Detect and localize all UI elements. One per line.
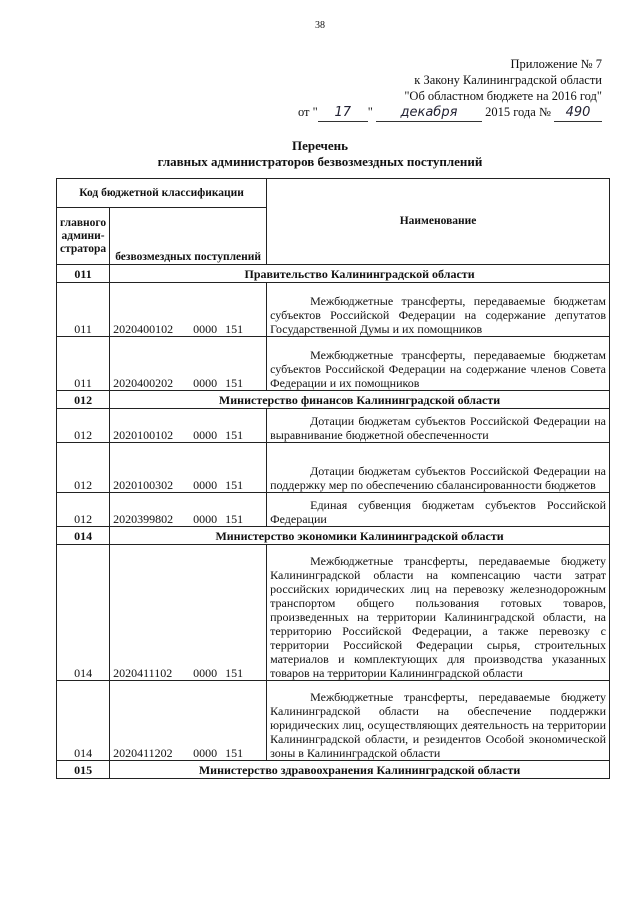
item-name	[267, 337, 610, 391]
appendix-line3: "Об областном бюджете на 2016 год"	[404, 89, 602, 103]
code-part1: 2020411202	[113, 746, 173, 760]
date-year: 2015 года №	[485, 105, 551, 119]
item-text: Дотации бюджетам субъектов Российской Федерации на поддержку мер по обеспечению сбалансированности бюджетов	[270, 464, 606, 492]
table-row	[57, 283, 610, 337]
admin-code: 012	[57, 493, 110, 527]
item-name	[267, 493, 610, 527]
admin-code: 014	[57, 545, 110, 681]
date-mid: "	[367, 105, 373, 119]
appendix-date-line	[298, 104, 602, 122]
page-number: 38	[315, 20, 325, 31]
header-code-group: Код бюджетной классификации	[57, 179, 267, 208]
table-row	[57, 337, 610, 391]
code-part3: 151	[225, 322, 244, 336]
document-title	[0, 138, 640, 170]
law-number: 490	[554, 105, 602, 122]
section-code: 015	[57, 761, 110, 779]
section-code: 011	[57, 265, 110, 283]
code-part1: 2020399802	[113, 512, 174, 526]
header-admin: главного админи-стратора	[57, 208, 110, 265]
section-row	[57, 265, 610, 283]
table-row	[57, 681, 610, 761]
appendix-block	[298, 56, 602, 122]
section-name: Министерство экономики Калининградской области	[110, 527, 610, 545]
item-text: Межбюджетные трансферты, передаваемые бюджетам субъектов Российской Федерации на содержание депутатов Государственной Думы и их помощников	[270, 294, 606, 336]
section-name: Правительство Калининградской области	[110, 265, 610, 283]
section-row	[57, 761, 610, 779]
item-name	[267, 283, 610, 337]
code-part1: 2020100102	[113, 428, 174, 442]
code-part2: 0000	[193, 478, 218, 492]
receipt-code	[110, 443, 267, 493]
code-part2: 0000	[193, 512, 218, 526]
admin-code: 012	[57, 443, 110, 493]
item-text: Межбюджетные трансферты, передаваемые бюджету Калининградской области на обеспечение поддержки юридических лиц, осуществляющих деятельность на территории Калининградской области, и резидентов Особой экономической зоны в Калининградской области	[270, 690, 606, 760]
item-text: Межбюджетные трансферты, передаваемые бюджету Калининградской области на компенсацию части затрат российских юридических лиц на перевозку железнодорожным транспортом общего пользования готовых товаров, произведенных на территории Калининградской области, на территорию Российской Федерации, а также перевозку с территории Российской Федерации сырья, строительных материалов и комплектующих для производства указанных товаров на территории Калининградской области	[270, 554, 606, 680]
item-text: Единая субвенция бюджетам субъектов Российской Федерации	[270, 498, 606, 526]
item-name	[267, 409, 610, 443]
code-part3: 151	[225, 746, 244, 760]
code-part2: 0000	[193, 428, 218, 442]
code-part2: 0000	[193, 376, 218, 390]
code-part2: 0000	[193, 666, 218, 680]
section-name: Министерство здравоохранения Калининградской области	[110, 761, 610, 779]
item-name	[267, 545, 610, 681]
item-text: Дотации бюджетам субъектов Российской Федерации на выравнивание бюджетной обеспеченности	[270, 414, 606, 442]
item-text: Межбюджетные трансферты, передаваемые бюджетам субъектов Российской Федерации на содержание членов Совета Федерации и их помощников	[270, 348, 606, 390]
section-name: Министерство финансов Калининградской области	[110, 391, 610, 409]
header-receipts: безвозмездных поступлений	[110, 208, 267, 265]
code-part2: 0000	[193, 322, 218, 336]
date-day: 17	[318, 105, 368, 122]
table-row	[57, 409, 610, 443]
receipt-code	[110, 681, 267, 761]
date-prefix: от "	[297, 105, 318, 119]
code-part1: 2020400102	[113, 322, 174, 336]
code-part3: 151	[225, 512, 244, 526]
admin-code: 014	[57, 681, 110, 761]
code-part3: 151	[225, 478, 244, 492]
code-part3: 151	[225, 428, 244, 442]
section-row	[57, 391, 610, 409]
receipt-code	[110, 337, 267, 391]
admin-code: 012	[57, 409, 110, 443]
section-code: 014	[57, 527, 110, 545]
appendix-line2: к Закону Калининградской области	[414, 73, 602, 87]
administrators-table	[56, 178, 610, 779]
section-row	[57, 527, 610, 545]
admin-code: 011	[57, 337, 110, 391]
table-body	[57, 265, 610, 779]
title-line1: Перечень	[291, 138, 349, 153]
table-row	[57, 443, 610, 493]
receipt-code	[110, 283, 267, 337]
item-name	[267, 443, 610, 493]
receipt-code	[110, 493, 267, 527]
code-part1: 2020411102	[113, 666, 173, 680]
code-part3: 151	[225, 666, 244, 680]
admin-code: 011	[57, 283, 110, 337]
table-row	[57, 493, 610, 527]
receipt-code	[110, 409, 267, 443]
appendix-line1: Приложение № 7	[510, 57, 602, 71]
item-name	[267, 681, 610, 761]
code-part2: 0000	[193, 746, 218, 760]
section-code: 012	[57, 391, 110, 409]
table-row	[57, 545, 610, 681]
code-part1: 2020400202	[113, 376, 174, 390]
code-part1: 2020100302	[113, 478, 174, 492]
code-part3: 151	[225, 376, 244, 390]
date-month: декабря	[376, 105, 482, 122]
header-name: Наименование	[267, 179, 610, 265]
title-line2: главных администраторов безвозмездных поступлений	[157, 154, 483, 169]
receipt-code	[110, 545, 267, 681]
